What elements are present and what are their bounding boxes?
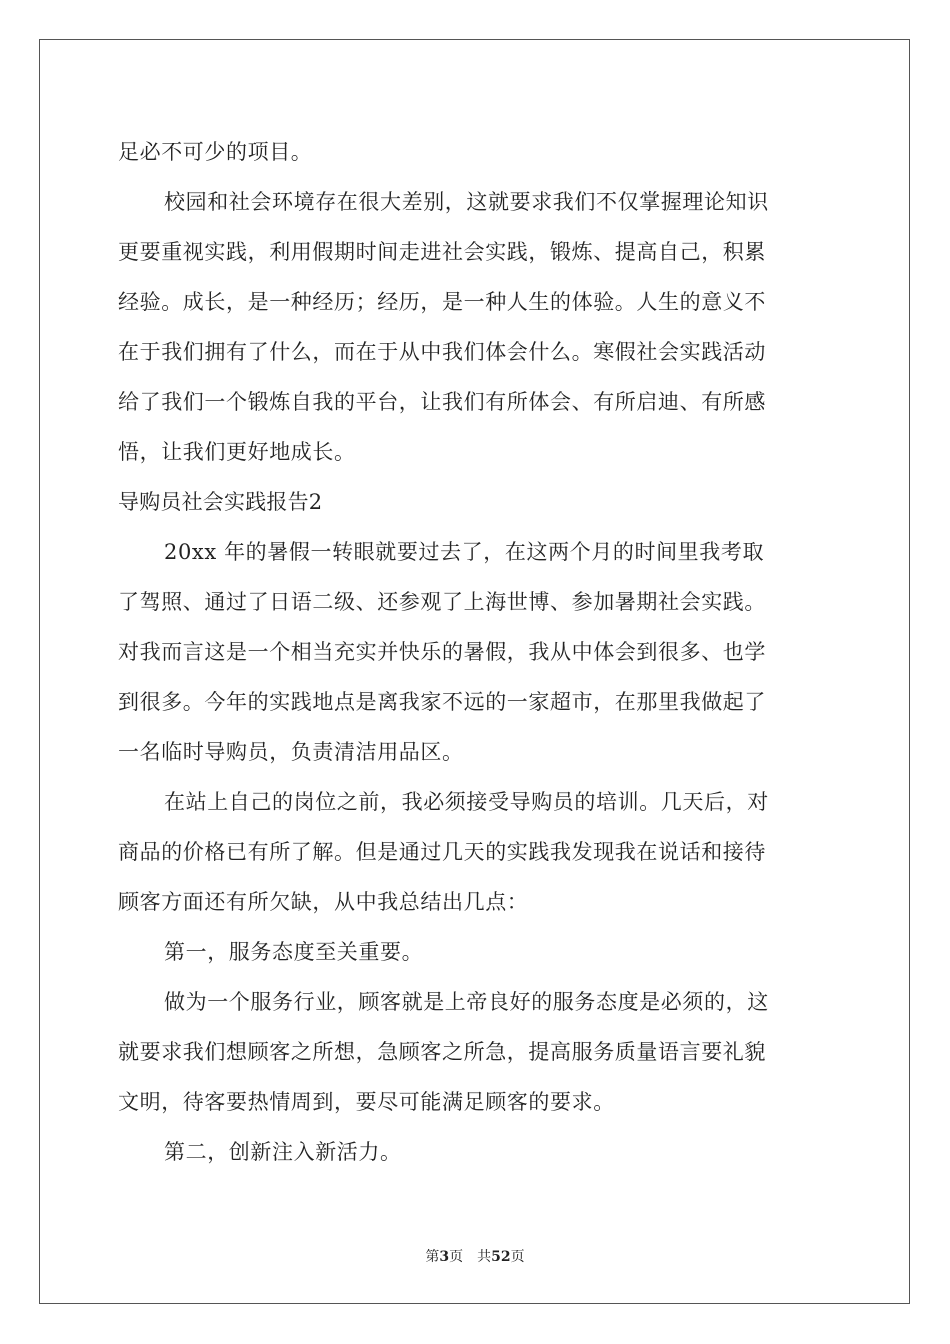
paragraph-line: 文明，待客要热情周到，要尽可能满足顾客的要求。 (118, 1090, 615, 1114)
paragraph-line: 足必不可少的项目。 (118, 140, 313, 164)
paragraph-line: 经验。成长，是一种经历；经历，是一种人生的体验。人生的意义不 (118, 290, 766, 314)
paragraph-line: 了驾照、通过了日语二级、还参观了上海世博、参加暑期社会实践。 (118, 590, 766, 614)
page-total: 52 (491, 1249, 511, 1265)
document-body (118, 127, 834, 1177)
paragraph-line: 20xx 年的暑假一转眼就要过去了，在这两个月的时间里我考取 (164, 540, 765, 564)
paragraph-line: 在站上自己的岗位之前，我必须接受导购员的培训。几天后，对 (164, 790, 769, 814)
paragraph-line: 就要求我们想顾客之所想，急顾客之所急，提高服务质量语言要礼貌 (118, 1040, 766, 1064)
page-current: 3 (439, 1249, 450, 1265)
paragraph-line: 顾客方面还有所欠缺，从中我总结出几点： (118, 890, 529, 914)
paragraph-line: 更要重视实践，利用假期时间走进社会实践，锻炼、提高自己，积累 (118, 240, 766, 264)
page-mid: 页 共 (449, 1249, 492, 1265)
paragraph-line: 给了我们一个锻炼自我的平台，让我们有所体会、有所启迪、有所感 (118, 390, 766, 414)
paragraph-line: 商品的价格已有所了解。但是通过几天的实践我发现我在说话和接待 (118, 840, 766, 864)
paragraph-line: 悟，让我们更好地成长。 (118, 440, 356, 464)
paragraph-line: 对我而言这是一个相当充实并快乐的暑假，我从中体会到很多、也学 (118, 640, 766, 664)
paragraph-line: 在于我们拥有了什么，而在于从中我们体会什么。寒假社会实践活动 (118, 340, 766, 364)
paragraph-line: 一名临时导购员，负责清洁用品区。 (118, 740, 464, 764)
paragraph-line: 到很多。今年的实践地点是离我家不远的一家超市，在那里我做起了 (118, 690, 766, 714)
page-footer (0, 1246, 950, 1266)
paragraph-line: 第二，创新注入新活力。 (164, 1140, 402, 1164)
paragraph-line: 第一，服务态度至关重要。 (164, 940, 424, 964)
paragraph-line: 做为一个服务行业，顾客就是上帝良好的服务态度是必须的，这 (164, 990, 769, 1014)
section-heading: 导购员社会实践报告2 (118, 490, 323, 514)
paragraph-line: 校园和社会环境存在很大差别，这就要求我们不仅掌握理论知识 (164, 190, 769, 214)
page-prefix: 第 (425, 1249, 440, 1265)
page-suffix: 页 (510, 1249, 525, 1265)
